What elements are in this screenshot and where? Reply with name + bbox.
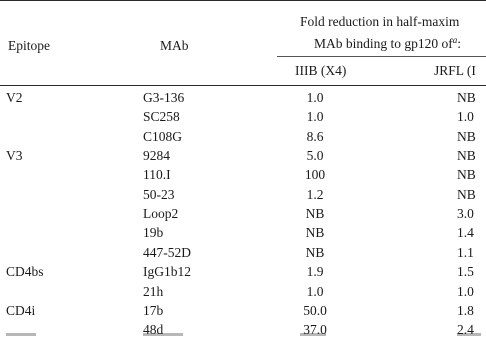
- cell-jrfl: NB: [457, 148, 476, 164]
- cell-iiib: 1.2: [306, 186, 324, 202]
- cell-jrfl: 1.1: [457, 244, 474, 260]
- cell-mab: 50-23: [143, 186, 175, 202]
- header-span-rule: [277, 56, 486, 57]
- cell-epitope: CD4i: [6, 302, 36, 318]
- cell-mab: C108G: [143, 128, 183, 144]
- header-jrfl: JRFL (I: [434, 63, 476, 78]
- header-fold-reduction: [300, 13, 461, 53]
- cell-epitope: CD4bs: [6, 264, 44, 280]
- cell-iiib: 50.0: [303, 302, 327, 318]
- table-row: [0, 146, 486, 166]
- cell-iiib: NB: [305, 225, 325, 241]
- table-row: [0, 204, 486, 224]
- cell-mab: IgG1b12: [143, 264, 191, 280]
- cell-iiib: 1.0: [306, 90, 324, 105]
- table-row: [0, 127, 486, 147]
- cell-iiib: 37.0: [303, 322, 327, 338]
- cell-mab: G3-136: [143, 90, 185, 105]
- cell-mab: 21h: [143, 283, 164, 299]
- cell-jrfl: NB: [457, 186, 476, 202]
- table-row: [0, 243, 486, 263]
- table-row: [0, 223, 486, 243]
- cell-iiib: 5.0: [306, 148, 324, 164]
- table-row: [0, 107, 486, 127]
- cell-iiib: NB: [305, 206, 325, 222]
- cell-mab: 110.I: [143, 167, 171, 183]
- table-row: [0, 262, 486, 282]
- cell-mab: 447-52D: [143, 244, 191, 260]
- cell-jrfl: 3.0: [457, 206, 474, 222]
- header-fold-suffix: :: [457, 36, 462, 51]
- cell-jrfl: NB: [457, 90, 476, 105]
- cell-mab: 9284: [143, 148, 170, 164]
- header-fold-line2-wrap: [300, 31, 461, 53]
- cell-mab: 19b: [143, 225, 164, 241]
- header-bottom-rule: [0, 85, 486, 86]
- table-row: [0, 301, 486, 321]
- cell-jrfl: 1.8: [457, 302, 474, 318]
- cell-jrfl: 1.4: [457, 225, 474, 241]
- header-mab: MAb: [160, 38, 189, 53]
- table-row: [0, 165, 486, 185]
- cell-iiib: 8.6: [306, 128, 324, 144]
- header-iiib: IIIB (X4): [295, 63, 347, 78]
- cell-jrfl: NB: [457, 167, 476, 183]
- cell-epitope: V3: [6, 148, 23, 164]
- cell-mab: 48d: [143, 322, 164, 338]
- table-row: [0, 282, 486, 302]
- header-fold-line2: MAb binding to gp120 of: [314, 36, 453, 51]
- cell-jrfl: NB: [457, 128, 476, 144]
- table-row: [0, 88, 486, 108]
- cropped-next-row: [0, 333, 486, 338]
- header-fold-line1: Fold reduction in half-maxim: [300, 14, 460, 29]
- cell-mab: SC258: [143, 109, 180, 125]
- cell-jrfl: 1.0: [457, 109, 474, 125]
- cell-iiib: 1.9: [306, 264, 324, 280]
- cell-jrfl: 2.4: [457, 322, 474, 338]
- cell-iiib: 100: [304, 167, 326, 183]
- footnote-marker: a: [452, 35, 458, 45]
- cell-iiib: 1.0: [306, 109, 324, 125]
- cell-iiib: NB: [305, 244, 325, 260]
- cell-jrfl: 1.0: [457, 283, 474, 299]
- cell-epitope: V2: [6, 90, 23, 105]
- header-epitope: Epitope: [8, 38, 50, 53]
- cell-jrfl: 1.5: [457, 264, 474, 280]
- cell-iiib: 1.0: [306, 283, 324, 299]
- cell-mab: 17b: [143, 302, 164, 318]
- table-top-rule: [0, 0, 486, 1]
- table-row: [0, 185, 486, 205]
- cell-mab: Loop2: [143, 206, 179, 222]
